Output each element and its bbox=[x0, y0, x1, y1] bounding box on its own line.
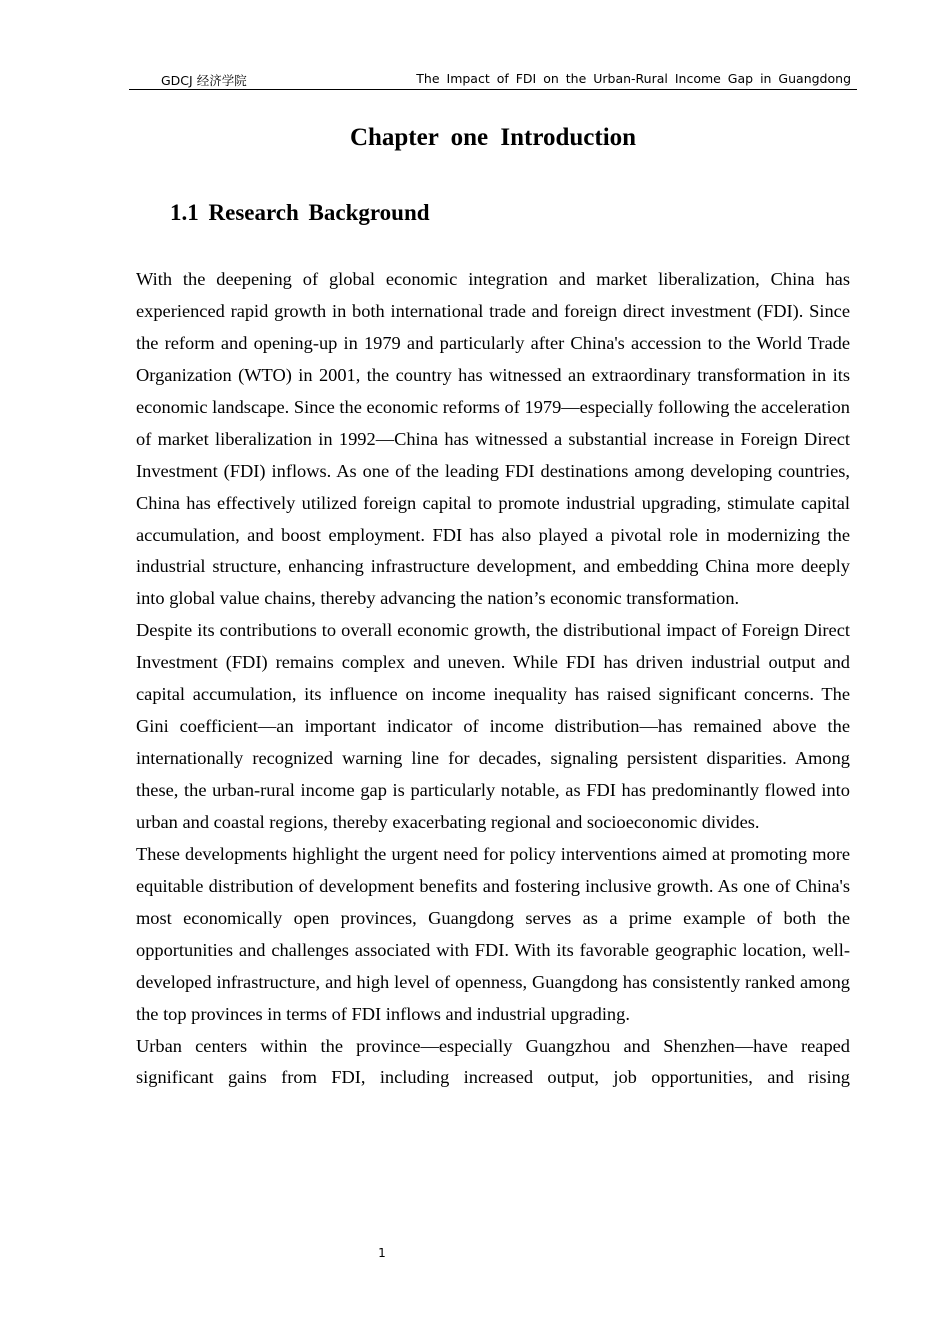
paragraph: Despite its contributions to overall economic growth, the distributional impact of Foreign Direct Investment (FDI) remains complex and uneven. While FDI has driven industrial output and capital accumulation, its influence on income inequality has raised significant concerns. The Gini coefficient—an important indicator of income distribution—has remained above the internationally recognized warning line for decades, signaling persistent disparities. Among these, the urban-rural income gap is particularly notable, as FDI has predominantly flowed into urban and coastal regions, thereby exacerbating regional and socioeconomic divides. bbox=[136, 620, 850, 832]
paragraph: With the deepening of global economic integration and market liberalization, China has experienced rapid growth in both international trade and foreign direct investment (FDI). Since the reform and opening-up in 1979 and particularly after China's accession to the World Trade Organization (WTO) in 2001, the country has witnessed an extraordinary transformation in its economic landscape. Since the economic reforms of 1979—especially following the acceleration of market liberalization in 1992—China has witnessed a substantial increase in Foreign Direct Investment (FDI) inflows. As one of the leading FDI destinations among developing countries, China has effectively utilized foreign capital to promote industrial upgrading, stimulate capital accumulation, and boost employment. FDI has also played a pivotal role in modernizing the industrial structure, enhancing infrastructure development, and embedding China more deeply into global value chains, thereby advancing the nation’s economic transformation. bbox=[136, 269, 850, 609]
paragraph: These developments highlight the urgent need for policy interventions aimed at promoting more equitable distribution of development benefits and fostering inclusive growth. As one of China's most economically open provinces, Guangdong serves as a prime example of both the opportunities and challenges associated with FDI. With its favorable geographic location, well-developed infrastructure, and high level of openness, Guangdong has consistently ranked among the top provinces in terms of FDI inflows and industrial upgrading. bbox=[136, 843, 850, 1024]
header-paper-title: The Impact of FDI on the Urban-Rural Income Gap in Guangdong bbox=[416, 71, 851, 86]
paragraph: Urban centers within the province—especially Guangzhou and Shenzhen—have reaped significant gains from FDI, including increased output, job opportunities, and rising bbox=[136, 1035, 850, 1088]
header-institution: GDCJ 经济学院 bbox=[161, 73, 247, 88]
chapter-title: Chapter one Introduction bbox=[349, 124, 637, 151]
body-text bbox=[136, 264, 850, 1094]
page-number: 1 bbox=[378, 1246, 386, 1260]
running-header bbox=[129, 70, 857, 90]
section-title: 1.1 Research Background bbox=[170, 200, 430, 225]
